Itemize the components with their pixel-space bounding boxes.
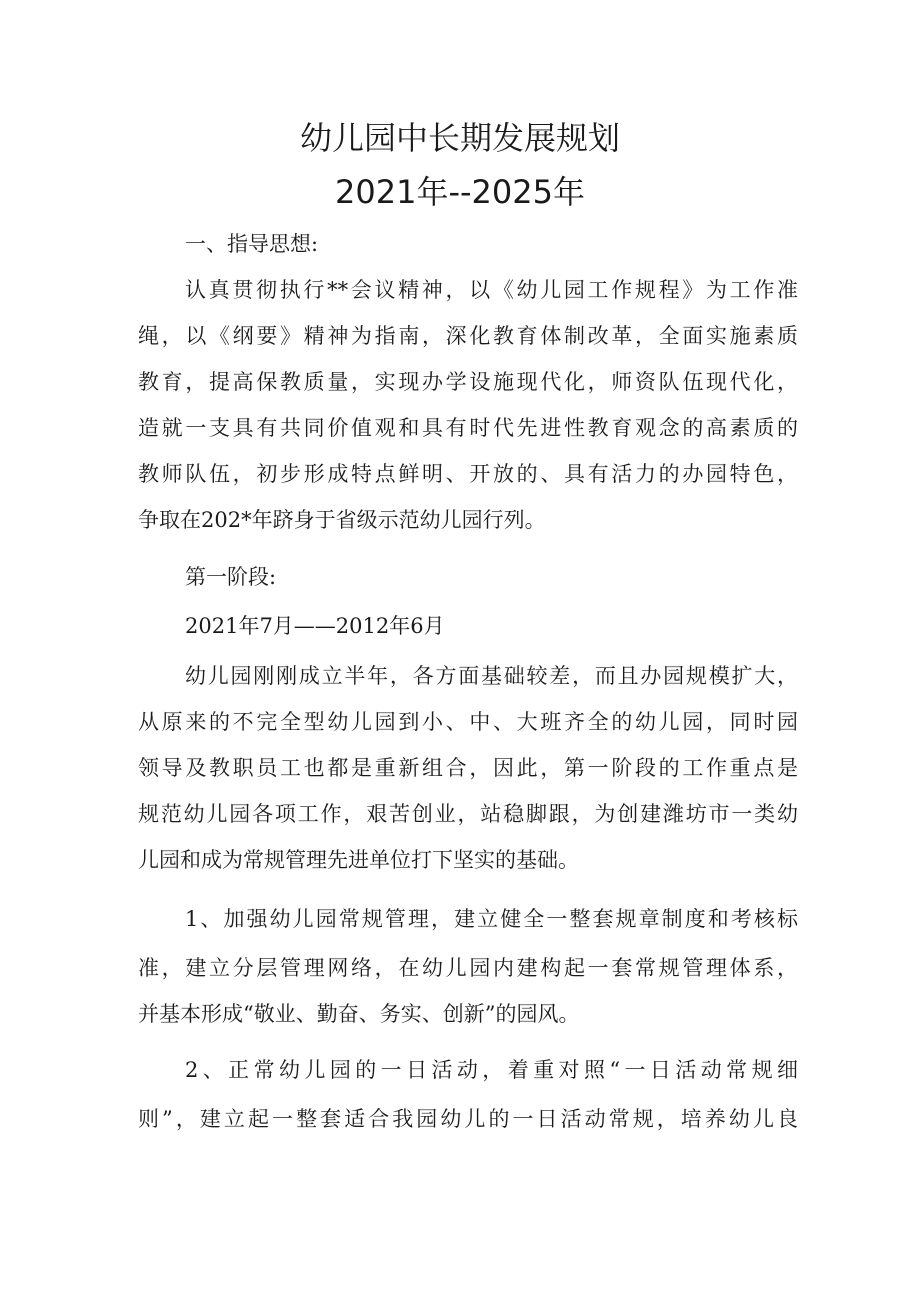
document-subtitle: 2021年--2025年 xyxy=(335,173,585,211)
section-heading-guiding-ideology: 一、指导思想: xyxy=(185,232,319,256)
list-item-line: 准，建立分层管理网络，在幼儿园内建构起一套常规管理体系， xyxy=(138,956,798,980)
stage-heading: 第一阶段: xyxy=(185,565,277,589)
paragraph-line: 造就一支具有共同价值观和具有时代先进性教育观念的高素质的 xyxy=(138,416,798,440)
paragraph-line: 幼儿园刚刚成立半年，各方面基础较差，而且办园规模扩大， xyxy=(185,664,798,688)
paragraph-line: 教师队伍，初步形成特点鲜明、开放的、具有活力的办园特色， xyxy=(138,462,798,486)
stage-dates: 2021年7月——2012年6月 xyxy=(185,614,445,638)
list-item-line: 2、正常幼儿园的一日活动，着重对照“一日活动常规细 xyxy=(185,1058,798,1082)
paragraph-line: 规范幼儿园各项工作，艰苦创业，站稳脚跟，为创建潍坊市一类幼 xyxy=(138,802,798,826)
paragraph-line: 儿园和成为常规管理先进单位打下坚实的基础。 xyxy=(138,848,579,872)
paragraph-line: 绳，以《纲要》精神为指南，深化教育体制改革，全面实施素质 xyxy=(138,324,798,348)
paragraph-line: 从原来的不完全型幼儿园到小、中、大班齐全的幼儿园，同时园 xyxy=(138,710,798,734)
paragraph-line: 争取在202*年跻身于省级示范幼儿园行列。 xyxy=(138,508,546,532)
document-title: 幼儿园中长期发展规划 xyxy=(299,119,620,157)
paragraph-line: 领导及教职员工也都是重新组合，因此，第一阶段的工作重点是 xyxy=(138,756,798,780)
list-item-line: 1、加强幼儿园常规管理，建立健全一整套规章制度和考核标 xyxy=(185,907,798,931)
paragraph-line: 认真贯彻执行**会议精神，以《幼儿园工作规程》为工作准 xyxy=(185,278,798,302)
list-item-line: 则”，建立起一整套适合我园幼儿的一日活动常规，培养幼儿良 xyxy=(138,1107,798,1131)
paragraph-line: 教育，提高保教质量，实现办学设施现代化，师资队伍现代化， xyxy=(138,370,798,394)
list-item-line: 并基本形成“敬业、勤奋、务实、创新”的园风。 xyxy=(138,1002,580,1026)
